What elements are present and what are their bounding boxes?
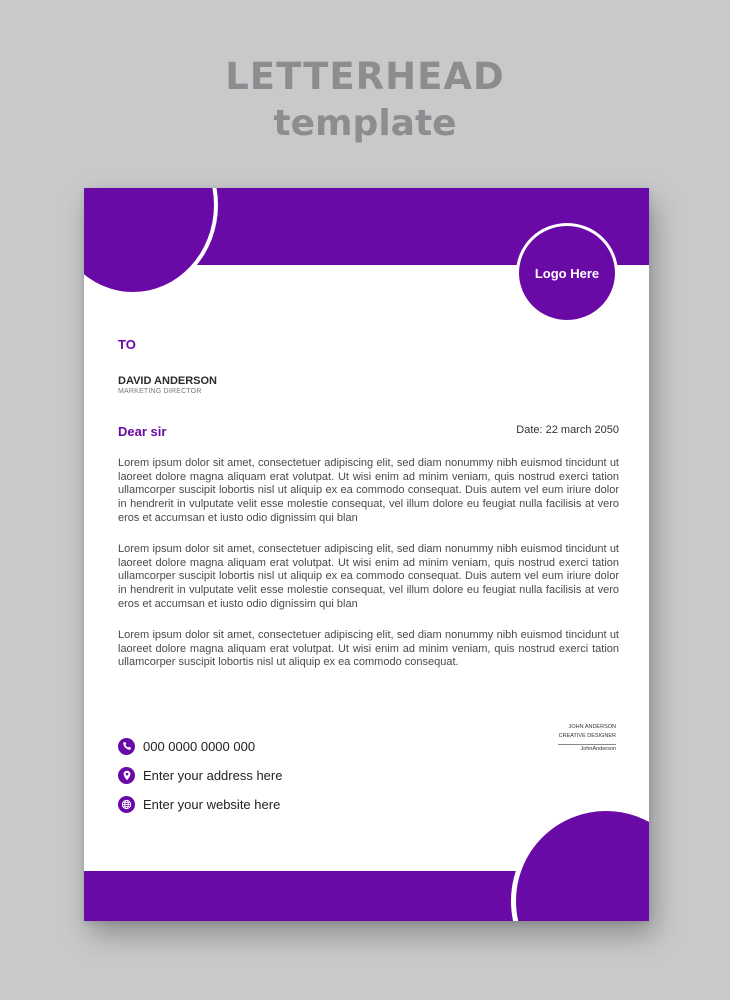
signature: JohnAnderson <box>580 746 616 752</box>
top-left-decorative-circle <box>84 188 218 296</box>
globe-icon <box>118 796 135 813</box>
address-text: Enter your address here <box>143 767 283 783</box>
recipient-role: MARKETING DIRECTOR <box>118 388 202 395</box>
website-text: Enter your website here <box>143 796 281 812</box>
body-paragraph-2: Lorem ipsum dolor sit amet, consectetuer adipiscing elit, sed diam nonummy nibh euismod tincidunt ut laoreet dolore magna aliquam erat volutpat. Ut wisi enim ad minim veniam, quis nostrud exerci tation ullamcorper suscipit lobortis nisl ut aliquip ex ea commodo consequat. Duis autem vel eum iriure dolor in hendrerit in vulputate velit esse molestie consequat, vel illum dolore eu feugiat nulla facilisis at vero eros et accumsan et iusto odio dignissim qui blan <box>118 543 619 610</box>
recipient-name: DAVID ANDERSON <box>118 375 218 387</box>
letter-date: Date: 22 march 2050 <box>516 424 619 436</box>
signatory-title: CREATIVE DESIGNER <box>558 733 616 739</box>
signature-divider <box>558 744 616 745</box>
to-label: TO <box>118 337 136 352</box>
signatory-name: JOHN ANDERSON <box>568 724 616 730</box>
page-title: LETTERHEAD <box>225 55 505 98</box>
location-pin-icon <box>118 767 135 784</box>
letterhead-sheet <box>84 188 649 921</box>
bottom-right-decorative-circle <box>511 806 649 921</box>
phone-icon <box>118 738 135 755</box>
contact-address <box>118 766 282 784</box>
contact-website <box>118 795 280 813</box>
page-subtitle: template <box>273 103 457 144</box>
greeting: Dear sir <box>118 424 167 439</box>
phone-text: 000 0000 0000 000 <box>143 738 256 754</box>
body-paragraph-3: Lorem ipsum dolor sit amet, consectetuer adipiscing elit, sed diam nonummy nibh euismod tincidunt ut laoreet dolore magna aliquam erat volutpat. Ut wisi enim ad minim veniam, quis nostrud exerci tation ullamcorper suscipit lobortis nisl ut aliquip ex ea commodo consequat. <box>118 629 619 669</box>
body-paragraph-1: Lorem ipsum dolor sit amet, consectetuer adipiscing elit, sed diam nonummy nibh euismod tincidunt ut laoreet dolore magna aliquam erat volutpat. Ut wisi enim ad minim veniam, quis nostrud exerci tation ullamcorper suscipit lobortis nisl ut aliquip ex ea commodo consequat. Duis autem vel eum iriure dolor in hendrerit in vulputate velit esse molestie consequat, vel illum dolore eu feugiat nulla facilisis at vero eros et accumsan et iusto odio dignissim qui blan <box>118 457 619 524</box>
logo-placeholder <box>516 223 618 323</box>
logo-text: Logo Here <box>534 265 600 281</box>
contact-phone <box>118 737 255 755</box>
